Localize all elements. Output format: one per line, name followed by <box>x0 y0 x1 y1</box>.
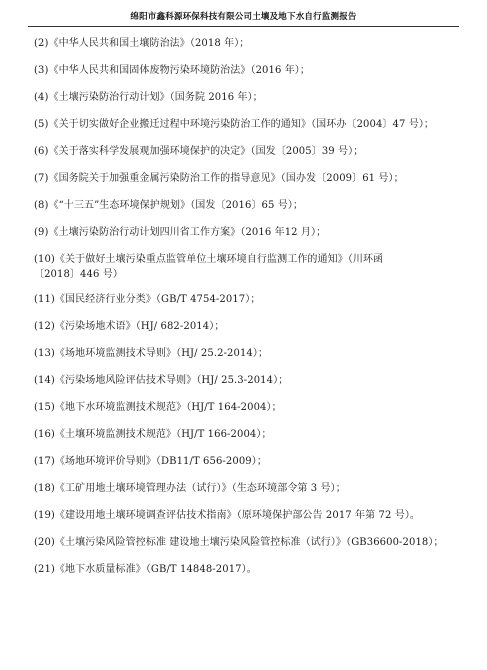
reference-text-continued: 〔2018〕446 号） <box>34 269 123 280</box>
reference-text: (4)《土壤污染防治行动计划》（国务院 2016 年）； <box>34 92 263 103</box>
reference-text: (7)《国务院关于加强重金属污染防治工作的指导意见》（国办发〔2009〕61 号）； <box>34 173 404 184</box>
reference-item <box>34 562 463 577</box>
reference-text: (6)《关于落实科学发展观加强环境保护的决定》（国发〔2005〕39 号）； <box>34 146 364 157</box>
reference-item <box>34 90 463 105</box>
reference-item <box>34 535 463 550</box>
page-header: 绵阳市鑫科源环保科技有限公司土壤及地下水自行监测报告 <box>28 10 459 27</box>
reference-text: (8)《“十三五”生态环境保护规划》（国发〔2016〕65 号）； <box>34 200 304 211</box>
reference-item <box>34 481 463 496</box>
reference-item <box>34 400 463 415</box>
reference-text: (12)《污染场地术语》（HJ/ 682-2014）； <box>34 321 225 332</box>
reference-item <box>34 454 463 469</box>
reference-text: (2)《中华人民共和国土壤防治法》（2018 年）； <box>34 38 250 49</box>
reference-text: (15)《地下水环境监测技术规范》（HJ/T 164-2004）； <box>34 402 282 413</box>
reference-text: (21)《地下水质量标准》（GB/T 14848-2017）。 <box>34 564 257 575</box>
reference-text: (10)《关于做好土壤污染重点监管单位土壤环境自行监测工作的通知》（川环函 <box>34 254 384 265</box>
reference-item <box>34 63 463 78</box>
reference-text: (5)《关于切实做好企业搬迁过程中环境污染防治工作的通知》（国环办〔2004〕47 号）； <box>34 119 435 130</box>
reference-text: (11)《国民经济行业分类》（GB/T 4754-2017）； <box>34 294 261 305</box>
reference-text: (9)《土壤污染防治行动计划四川省工作方案》（2016 年12 月）； <box>34 227 327 238</box>
reference-item <box>34 346 463 361</box>
reference-item <box>34 225 463 240</box>
reference-text: (14)《污染场地风险评估技术导则》（HJ/ 25.3-2014）； <box>34 375 289 386</box>
reference-text: (13)《场地环境监测技术导则》（HJ/ 25.2-2014）； <box>34 348 269 359</box>
reference-item <box>34 508 463 523</box>
reference-item <box>34 319 463 334</box>
reference-item <box>34 117 463 132</box>
reference-list <box>34 36 463 589</box>
reference-item <box>34 144 463 159</box>
reference-item <box>34 36 463 51</box>
reference-text: (17)《场地环境评价导则》（DB11/T 656-2009）； <box>34 456 267 467</box>
reference-text: (18)《工矿用地土壤环境管理办法（试行）》（生态环境部令第 3 号）； <box>34 483 346 494</box>
reference-item <box>34 198 463 213</box>
reference-text: (3)《中华人民共和国固体废物污染环境防治法》（2016 年）； <box>34 65 310 76</box>
reference-text: (19)《建设用地土壤环境调查评估技术指南》（原环境保护部公告 2017 年第 72 号）。 <box>34 510 421 521</box>
reference-item <box>34 171 463 186</box>
reference-item <box>34 292 463 307</box>
reference-item <box>34 252 463 282</box>
reference-text: (16)《土壤环境监测技术规范》（HJ/T 166-2004）； <box>34 429 272 440</box>
reference-text: (20)《土壤污染风险管控标准 建设地土壤污染风险管控标准（试行）》（GB36600-2018）； <box>34 537 444 548</box>
reference-item <box>34 427 463 442</box>
reference-item <box>34 373 463 388</box>
